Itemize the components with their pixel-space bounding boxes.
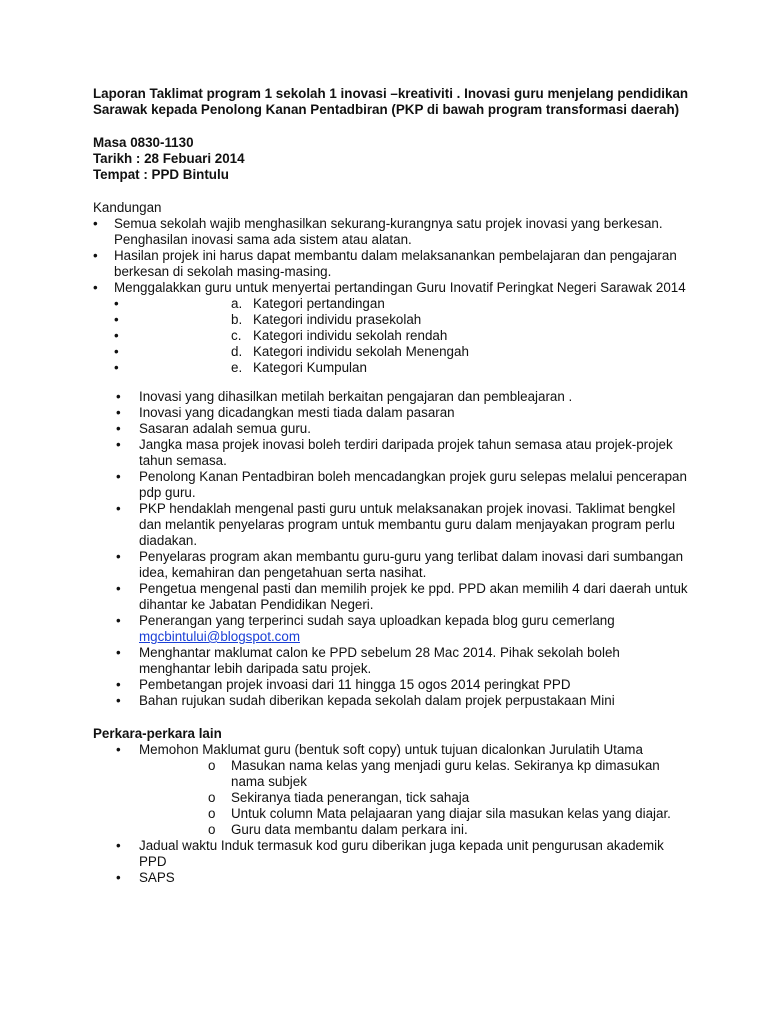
meeting-time: Masa 0830-1130: [93, 135, 194, 150]
list-item: • Sasaran adalah semua guru.: [93, 421, 693, 437]
category-text: Kategori individu sekolah rendah: [253, 328, 448, 343]
list-item: • Penolong Kanan Pentadbiran boleh mencadangkan projek guru selepas melalui pencerapan pdp guru.: [93, 469, 693, 501]
category-item: [114, 360, 693, 376]
category-marker: • a.: [231, 296, 243, 311]
sub-list: [139, 758, 693, 838]
list-item: [93, 613, 693, 645]
document-title: Laporan Taklimat program 1 sekolah 1 inovasi –kreativiti . Inovasi guru menjelang pendidikan Sarawak kepada Penolong Kanan Pentadbiran (PKP di bawah program transformasi daerah): [93, 86, 689, 117]
category-item: [114, 296, 693, 312]
blog-link[interactable]: mgcbintului@blogspot.com: [139, 629, 300, 644]
perkara-list: [93, 742, 693, 886]
sub-item-text: Masukan nama kelas yang menjadi guru kelas. Sekiranya kp dimasukan nama subjek: [231, 758, 660, 789]
sub-item-text: Sekiranya tiada penerangan, tick sahaja: [231, 790, 470, 805]
category-marker: • c.: [231, 328, 242, 343]
list-item-text: Menggalakkan guru untuk menyertai pertandingan Guru Inovatif Peringkat Negeri Sarawak 2014: [114, 280, 686, 295]
category-marker: • d.: [231, 344, 243, 359]
category-text: Kategori individu sekolah Menengah: [253, 344, 469, 359]
list-item: • Pembetangan projek invoasi dari 11 hingga 15 ogos 2014 peringkat PPD: [93, 677, 693, 693]
meeting-details: [93, 135, 693, 183]
list-item: • PKP hendaklah mengenal pasti guru untuk melaksanakan projek inovasi. Taklimat bengkel dan melantik penyelaras program untuk membantu guru dalam menjayakan program perlu diadakan.: [93, 501, 693, 549]
list-item: • SAPS: [93, 870, 693, 886]
list-item-text: Memohon Maklumat guru (bentuk soft copy) untuk tujuan dicalonkan Jurulatih Utama: [139, 742, 643, 757]
sub-marker: o: [208, 822, 216, 837]
kandungan-list: [93, 216, 693, 376]
sub-marker: o: [208, 806, 216, 821]
list-item: [93, 280, 693, 376]
sub-item-text: Untuk column Mata pelajaaran yang diajar sila masukan kelas yang diajar.: [231, 806, 671, 821]
sub-item: [139, 822, 693, 838]
list-item: • Bahan rujukan sudah diberikan kepada sekolah dalam projek perpustakaan Mini: [93, 693, 693, 709]
sub-marker: o: [208, 758, 216, 773]
list-item: • Inovasi yang dicadangkan mesti tiada dalam pasaran: [93, 405, 693, 421]
section-heading-perkara: Perkara-perkara lain: [93, 726, 222, 741]
sub-item: [139, 758, 693, 790]
list-item: • Inovasi yang dihasilkan metilah berkaitan pengajaran dan pembleajaran .: [93, 389, 693, 405]
list-item: • Jadual waktu Induk termasuk kod guru diberikan juga kepada unit pengurusan akademik PPD: [93, 838, 693, 870]
sub-item: [139, 790, 693, 806]
category-text: Kategori Kumpulan: [253, 360, 367, 375]
list-item: • Menghantar maklumat calon ke PPD sebelum 28 Mac 2014. Pihak sekolah boleh menghantar lebih daripada satu projek.: [93, 645, 693, 677]
category-marker: • e.: [231, 360, 243, 375]
document-body: [93, 86, 693, 886]
category-list: [114, 296, 693, 376]
category-item: [114, 344, 693, 360]
category-text: Kategori pertandingan: [253, 296, 385, 311]
category-marker: • b.: [231, 312, 243, 327]
list-item: • Penyelaras program akan membantu guru-guru yang terlibat dalam inovasi dari sumbangan idea, kemahiran dan pengetahuan serta nasihat.: [93, 549, 693, 581]
category-text: Kategori individu prasekolah: [253, 312, 422, 327]
list-item: • Jangka masa projek inovasi boleh terdiri daripada projek tahun semasa atau projek-projek tahun semasa.: [93, 437, 693, 469]
list-item: • Hasilan projek ini harus dapat membantu dalam melaksanankan pembelajaran dan pengajaran berkesan di sekolah masing-masing.: [93, 248, 693, 280]
sub-item: [139, 806, 693, 822]
list-item: • Pengetua mengenal pasti dan memilih projek ke ppd. PPD akan memilih 4 dari daerah untuk dihantar ke Jabatan Pendidikan Negeri.: [93, 581, 693, 613]
points-list: [93, 389, 693, 709]
category-item: [114, 328, 693, 344]
meeting-date: Tarikh : 28 Febuari 2014: [93, 151, 245, 166]
meeting-venue: Tempat : PPD Bintulu: [93, 167, 229, 182]
list-item: [93, 742, 693, 838]
section-heading-kandungan: Kandungan: [93, 200, 162, 215]
category-item: [114, 312, 693, 328]
sub-marker: o: [208, 790, 216, 805]
sub-item-text: Guru data membantu dalam perkara ini.: [231, 822, 468, 837]
list-item-text: Penerangan yang terperinci sudah saya uploadkan kepada blog guru cemerlang: [139, 613, 615, 628]
list-item: • Semua sekolah wajib menghasilkan sekurang-kurangnya satu projek inovasi yang berkesan. Penghasilan inovasi sama ada sistem atau alatan.: [93, 216, 693, 248]
